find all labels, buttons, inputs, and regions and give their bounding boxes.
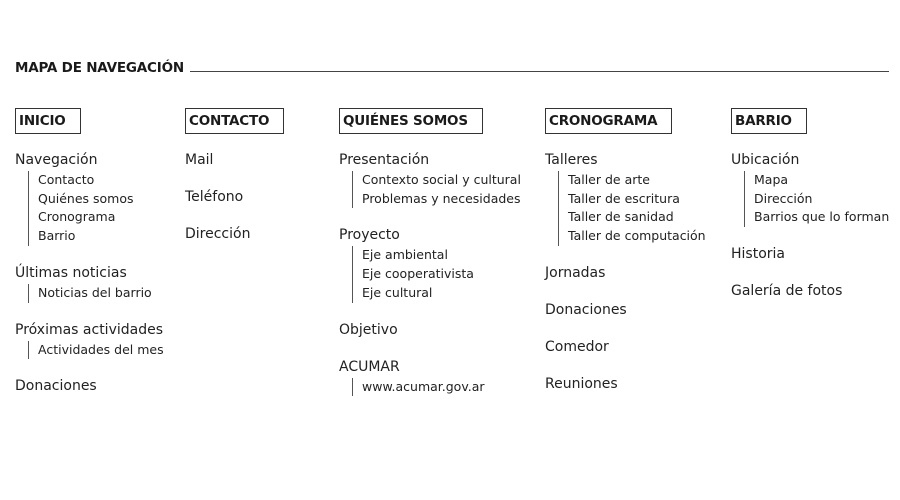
- sub-item[interactable]: Barrios que lo forman: [754, 209, 890, 225]
- sub-item[interactable]: Noticias del barrio: [38, 284, 152, 300]
- section-items: [545, 151, 706, 394]
- sitemap-header: [15, 58, 889, 78]
- nav-item-label[interactable]: Donaciones: [545, 301, 627, 318]
- nav-item-label[interactable]: Mail: [185, 152, 214, 168]
- title-divider: [190, 71, 889, 72]
- nav-item: [545, 264, 706, 283]
- section-heading-barrio[interactable]: BARRIO: [731, 108, 807, 134]
- section-heading-quienes-somos[interactable]: QUIÉNES SOMOS: [339, 108, 483, 134]
- nav-item-label[interactable]: Comedor: [545, 338, 609, 355]
- nav-item: [545, 338, 706, 357]
- section-items: [185, 151, 284, 244]
- nav-item-label[interactable]: Jornadas: [545, 264, 606, 281]
- nav-item: [731, 245, 889, 264]
- nav-item: [339, 321, 521, 340]
- nav-item: [731, 151, 889, 227]
- nav-item-label[interactable]: Ubicación: [731, 152, 800, 168]
- nav-item-label[interactable]: Próximas actividades: [15, 321, 164, 338]
- nav-item-label[interactable]: Teléfono: [185, 189, 244, 205]
- nav-item: [185, 225, 284, 244]
- section-items: [15, 151, 164, 396]
- section-heading-contacto[interactable]: CONTACTO: [185, 108, 284, 134]
- column-inicio: [15, 108, 164, 414]
- column-barrio: [731, 108, 889, 319]
- column-contacto: [185, 108, 284, 262]
- sub-item[interactable]: Taller de escritura: [568, 190, 680, 206]
- section-items: [339, 151, 521, 396]
- nav-item: [339, 151, 521, 208]
- nav-item: [185, 188, 284, 207]
- nav-item-label[interactable]: Dirección: [185, 226, 251, 242]
- section-heading-cronograma[interactable]: CRONOGRAMA: [545, 108, 672, 134]
- nav-item-label[interactable]: ACUMAR: [339, 358, 400, 375]
- nav-item: [15, 151, 164, 246]
- nav-item-label[interactable]: Reuniones: [545, 375, 618, 392]
- nav-item: [15, 321, 164, 360]
- sub-item-list: [352, 246, 521, 302]
- sub-item[interactable]: Eje ambiental: [362, 247, 448, 263]
- sub-item[interactable]: Eje cultural: [362, 284, 433, 300]
- sub-item[interactable]: Eje cooperativista: [362, 266, 474, 282]
- sub-item[interactable]: Barrio: [38, 228, 76, 244]
- section-items: [731, 151, 889, 301]
- nav-item-label[interactable]: Objetivo: [339, 321, 398, 338]
- nav-item: [339, 226, 521, 302]
- section-heading-inicio[interactable]: INICIO: [15, 108, 81, 134]
- nav-item: [545, 151, 706, 246]
- column-cronograma: [545, 108, 706, 412]
- nav-item: [15, 377, 164, 396]
- nav-item-label[interactable]: Donaciones: [15, 378, 97, 395]
- sub-item-list: [28, 341, 164, 360]
- page-title: MAPA DE NAVEGACIÓN: [15, 60, 184, 76]
- nav-item: [339, 358, 521, 397]
- sub-item-list: [28, 171, 164, 246]
- sub-item[interactable]: www.acumar.gov.ar: [362, 378, 485, 394]
- column-quienes-somos: [339, 108, 521, 414]
- sub-item[interactable]: Contacto: [38, 172, 95, 187]
- nav-item-label[interactable]: Proyecto: [339, 227, 400, 244]
- sub-item[interactable]: Quiénes somos: [38, 190, 134, 206]
- sub-item[interactable]: Problemas y necesidades: [362, 190, 521, 206]
- nav-item: [731, 282, 889, 301]
- sub-item[interactable]: Taller de computación: [568, 228, 706, 244]
- sub-item-list: [744, 171, 889, 227]
- nav-item-label[interactable]: Talleres: [545, 152, 598, 168]
- nav-item: [15, 264, 164, 303]
- sub-item-list: [558, 171, 706, 246]
- nav-item-label[interactable]: Navegación: [15, 152, 98, 168]
- nav-item-label[interactable]: Historia: [731, 246, 785, 263]
- sub-item[interactable]: Cronograma: [38, 209, 116, 225]
- nav-item: [545, 375, 706, 394]
- sub-item-list: [28, 284, 164, 303]
- sub-item[interactable]: Taller de arte: [568, 172, 650, 187]
- sub-item-list: [352, 378, 521, 397]
- nav-item-label[interactable]: Últimas noticias: [15, 264, 127, 281]
- sub-item[interactable]: Mapa: [754, 172, 789, 187]
- nav-item-label[interactable]: Galería de fotos: [731, 283, 843, 300]
- sub-item[interactable]: Dirección: [754, 190, 813, 206]
- nav-item: [185, 151, 284, 170]
- sub-item[interactable]: Contexto social y cultural: [362, 172, 521, 187]
- nav-item-label[interactable]: Presentación: [339, 152, 430, 168]
- nav-item: [545, 301, 706, 320]
- sub-item-list: [352, 171, 521, 208]
- sub-item[interactable]: Actividades del mes: [38, 341, 164, 357]
- sub-item[interactable]: Taller de sanidad: [568, 209, 674, 225]
